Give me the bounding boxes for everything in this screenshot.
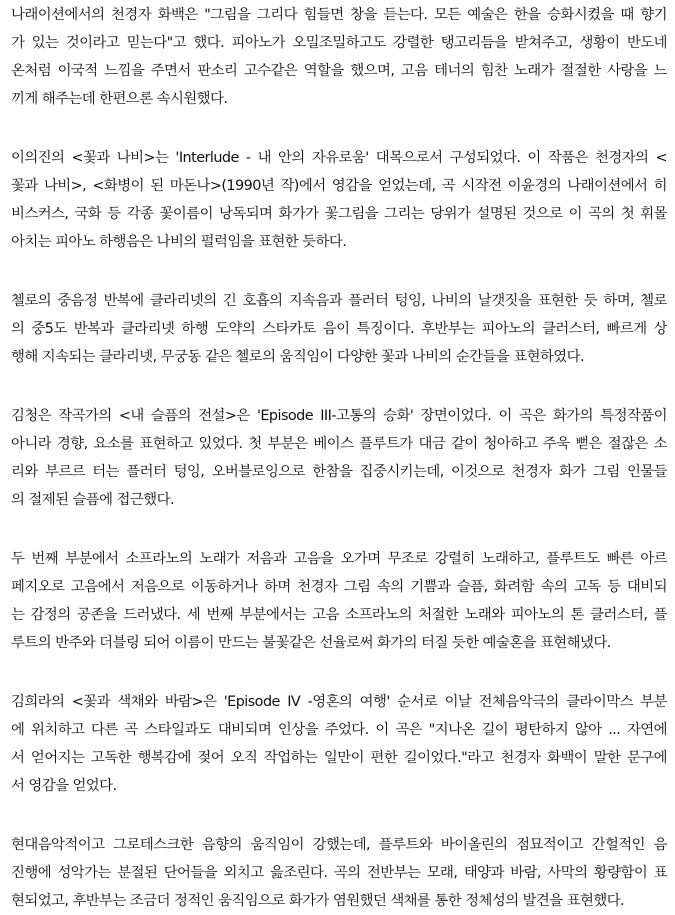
text-line: 루트의 반주와 더블링 되어 이름이 만드는 불꽃같은 선율로써 화가의 터질 듯한 예술혼을 표현해냈다.: [11, 635, 611, 651]
paragraph-soprano: [11, 545, 667, 657]
paragraph-flowers-butterfly: [11, 144, 667, 256]
paragraph-spacer: [11, 371, 667, 402]
paragraph-narration: [11, 1, 667, 113]
paragraph-spacer: [11, 657, 667, 688]
paragraph-spacer: [11, 800, 667, 831]
text-line: 김희라의 <꽃과 색채와 바람>은 'Episode IV -영혼의 여행' 순서로 이날 전체음악극의 클라이막스 부분: [11, 694, 667, 710]
text-line: 페지오로 고음에서 저음으로 이동하거나 하며 천경자 그림 속의 기쁨과 슬픔, 화려함 속의 고독 등 대비되: [11, 579, 667, 595]
text-line: 온처럼 이국적 느낌을 주면서 판소리 고수같은 역할을 했으며, 고음 테너의 힘찬 노래가 절절한 사랑을 느: [11, 63, 667, 79]
text-line: 김청은 작곡가의 <내 슬픔의 전설>은 'Episode III-고통의 승화' 장면이었다. 이 곡은 화가의 특정작품이: [11, 408, 667, 424]
paragraph-legend-of-sorrow: [11, 402, 667, 514]
text-line: 에 위치하고 다른 곡 스타일과도 대비되며 인상을 주었다. 이 곡은 "지나온 길이 평탄하지 않아 ... 자연에: [11, 722, 667, 738]
paragraph-spacer: [11, 256, 667, 287]
paragraph-cello-clarinet: [11, 287, 667, 371]
text-line: 꽃과 나비>, <화병이 된 마돈나>(1990년 작)에서 영감을 얻었는데, 곡 시작전 이윤경의 나래이션에서 히: [11, 178, 667, 194]
paragraph-spacer: [11, 113, 667, 144]
text-line: 가 있는 것이라고 믿는다"고 했다. 피아노가 오밀조밀하고도 강렬한 탱고리듬을 받쳐주고, 생황이 반도네: [11, 35, 667, 51]
text-line: 리와 부르르 터는 플러터 텅잉, 오버블로잉으로 한참을 집중시키는데, 이것으로 천경자 화가 그림 인물들: [11, 464, 667, 480]
text-line: 현되었고, 후반부는 조금더 정적인 움직임으로 화가가 염원했던 색채를 통한 정체성의 발견을 표현했다.: [11, 893, 625, 909]
text-line: 의 중5도 반복과 클라리넷 하행 도약의 스타카토 음이 특징이다. 후반부는 피아노의 클러스터, 빠르게 상: [11, 321, 667, 337]
text-line: 의 절제된 슬픔에 접근했다.: [11, 492, 174, 508]
paragraph-spacer: [11, 514, 667, 545]
paragraph-color-and-wind: [11, 688, 667, 800]
article-body: [11, 0, 667, 915]
text-line: 서 얻어지는 고독한 행복감에 젖어 오직 작업하는 일만이 편한 길이었다."라고 천경자 화백이 말한 문구에: [11, 750, 667, 766]
text-line: 진행에 성악가는 분절된 단어들을 외치고 읊조린다. 곡의 전반부는 모래, 태양과 바람, 사막의 황량함이 표: [11, 865, 667, 881]
text-line: 는 감정의 공존을 드러냈다. 세 번째 부분에서는 고음 소프라노의 처절한 노래와 피아노의 톤 클러스터, 플: [11, 607, 667, 623]
text-line: 서 영감을 얻었다.: [11, 778, 117, 794]
paragraph-grotesque-sound: [11, 831, 667, 915]
text-line: 나래이션에서의 천경자 화백은 "그림을 그리다 힘들면 창을 듣는다. 모든 예술은 한을 승화시켰을 때 향기: [11, 7, 667, 23]
text-line: 아치는 피아노 하행음은 나비의 펄럭임을 표현한 듯하다.: [11, 234, 347, 250]
text-line: 끼게 해주는데 한편으론 속시원했다.: [11, 91, 228, 107]
text-line: 비스커스, 국화 등 각종 꽃이름이 낭독되며 화가가 꽃그림을 그리는 당위가 설명된 것으로 이 곡의 첫 휘몰: [11, 206, 667, 222]
text-line: 첼로의 중음정 반복에 클라리넷의 긴 호흡의 지속음과 플러터 텅잉, 나비의 날갯짓을 표현한 듯 하며, 첼로: [11, 293, 667, 309]
text-line: 이의진의 <꽃과 나비>는 'Interlude - 내 안의 자유로움' 대목으로서 구성되었다. 이 작품은 천경자의 <: [11, 150, 667, 166]
text-line: 행해 지속되는 클라리넷, 무궁동 같은 첼로의 움직임이 다양한 꽃과 나비의 순간들을 표현하였다.: [11, 349, 585, 365]
text-line: 두 번째 부분에서 소프라노의 노래가 저음과 고음을 오가며 무조로 강렬히 노래하고, 플루트도 빠른 아르: [11, 551, 667, 567]
text-line: 현대음악적이고 그로테스크한 음향의 움직임이 강했는데, 플루트와 바이올린의 점묘적이고 간헐적인 음: [11, 837, 667, 853]
text-line: 아니라 경향, 요소를 표현하고 있었다. 첫 부분은 베이스 플루트가 대금 같이 청아하고 주욱 뻗은 절잖은 소: [11, 436, 667, 452]
